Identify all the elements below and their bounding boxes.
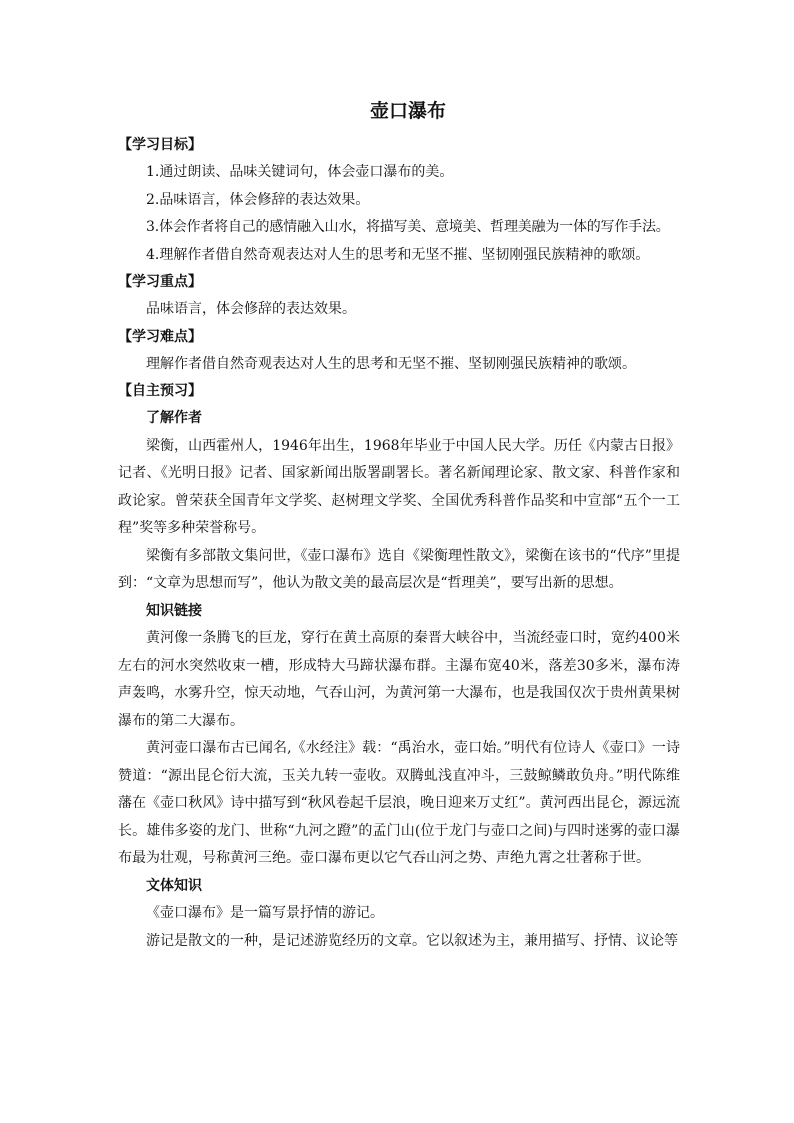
page-title: 壶口瀑布 bbox=[369, 100, 446, 122]
difficulties-section bbox=[118, 324, 680, 379]
preview-heading: 【自主预习】 bbox=[118, 383, 202, 399]
genre-paragraph-1: 《壶口瀑布》是一篇写景抒情的游记。 bbox=[146, 905, 384, 921]
genre-heading: 文体知识 bbox=[146, 877, 202, 894]
document-content bbox=[118, 96, 680, 955]
goal-item-2: 2.品味语言，体会修辞的表达效果。 bbox=[146, 191, 370, 208]
key-points-text: 品味语言，体会修辞的表达效果。 bbox=[146, 301, 356, 317]
key-points-section bbox=[118, 269, 680, 324]
goal-item-1: 1.通过朗读、品味关键词句，体会壶口瀑布的美。 bbox=[146, 164, 454, 180]
knowledge-paragraph-1: 黄河像一条腾飞的巨龙，穿行在黄土高原的秦晋大峡谷中，当流经壶口时，宽约400米左右的河水突然收束一槽，形成特大马蹄状瀑布群。主瀑布宽40米，落差30多米，瀑布涛声轰鸣，水雾升空，惊天动地，气吞山河，为黄河第一大瀑布，也是我国仅次于贵州黄果树瀑布的第二大瀑布。 bbox=[118, 630, 680, 729]
goal-item-4: 4.理解作者借自然奇观表达对人生的思考和无坚不摧、坚韧刚强民族精神的歌颂。 bbox=[146, 246, 650, 263]
learning-goals-section bbox=[118, 132, 680, 269]
knowledge-heading: 知识链接 bbox=[146, 602, 202, 619]
difficulties-heading: 【学习难点】 bbox=[118, 328, 202, 345]
author-paragraph-1: 梁衡，山西霍州人，1946年出生，1968年毕业于中国人民大学。历任《内蒙古日报》记者、《光明日报》记者、国家新闻出版署副署长。著名新闻理论家、散文家、科普作家和政论家。曾荣获全国青年文学奖、赵树理文学奖、全国优秀科普作品奖和中宣部“五个一工程”奖等多种荣誉称号。 bbox=[118, 437, 680, 536]
author-heading: 了解作者 bbox=[146, 410, 202, 426]
knowledge-paragraph-2: 黄河壶口瀑布古已闻名,《水经注》载：“禹治水，壶口始。”明代有位诗人《壶口》一诗赞道：“源出昆仑衍大流，玉关九转一壶收。双腾虬浅直冲斗，三鼓鲸鳞敢负舟。”明代陈维藩在《壶口秋风》诗中描写到“秋风卷起千层浪，晚日迎来万丈红”。黄河西出昆仑，源远流长。雄伟多姿的龙门、世称“九河之蹬”的孟门山(位于龙门与壶口之间)与四时迷雾的壶口瀑布最为壮观，号称黄河三绝。壶口瀑布更以它气吞山河之势、声绝九霄之壮著称于世。 bbox=[118, 740, 680, 866]
key-points-heading: 【学习重点】 bbox=[118, 274, 202, 290]
difficulties-text: 理解作者借自然奇观表达对人生的思考和无坚不摧、坚韧刚强民族精神的歌颂。 bbox=[146, 355, 636, 372]
goal-item-3: 3.体会作者将自己的感情融入山水，将描写美、意境美、哲理美融为一体的写作手法。 bbox=[146, 219, 670, 235]
preview-section bbox=[118, 378, 680, 955]
learning-goals-heading: 【学习目标】 bbox=[118, 137, 202, 153]
genre-paragraph-2: 游记是散文的一种，是记述游览经历的文章。它以叙述为主，兼用描写、抒情、议论等 bbox=[146, 932, 678, 949]
author-paragraph-2: 梁衡有多部散文集问世，《壶口瀑布》选自《梁衡理性散文》，梁衡在该书的“代序”里提到：“文章为思想而写”，他认为散文美的最高层次是“哲理美”，要写出新的思想。 bbox=[118, 547, 680, 591]
